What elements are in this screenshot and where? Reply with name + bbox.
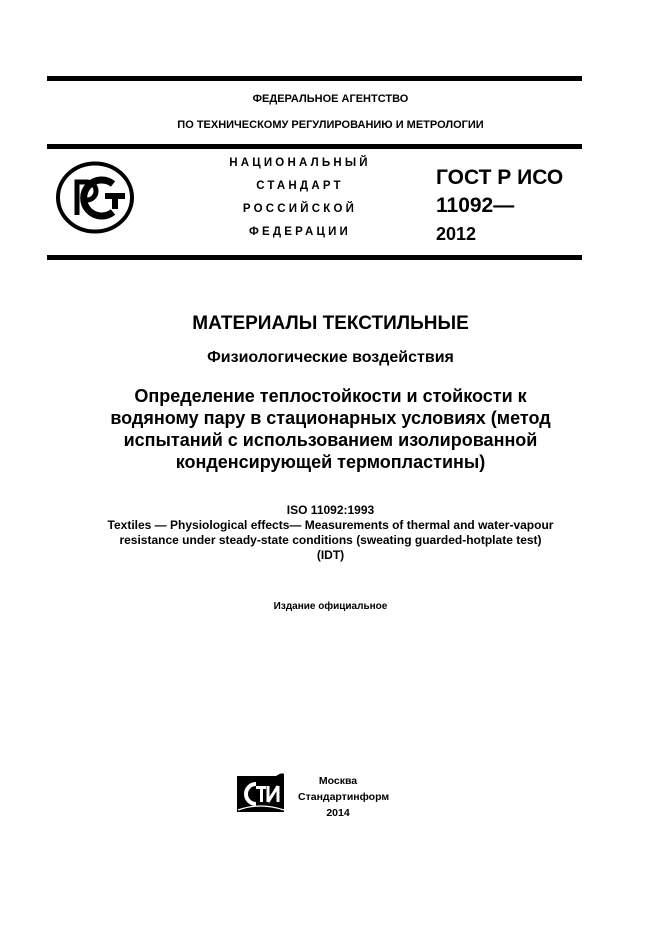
document-description-line-2: водяному пару в стационарных условиях (метод xyxy=(110,408,551,428)
iso-code: ISO 11092:1993 xyxy=(286,503,375,517)
document-subtitle: Физиологические воздействия xyxy=(207,349,454,366)
document-description-line-4: конденсирующей термопластины) xyxy=(175,452,486,472)
gost-designation xyxy=(436,164,563,248)
agency-line-2: ПО ТЕХНИЧЕСКОМУ РЕГУЛИРОВАНИЮ И МЕТРОЛОГИИ xyxy=(177,119,484,131)
publisher-block xyxy=(298,773,390,821)
national-standard-line-4: ФЕДЕРАЦИИ xyxy=(248,226,352,238)
national-standard-line-3: РОССИЙСКОЙ xyxy=(242,203,358,215)
edition-label: Издание официальное xyxy=(273,601,388,612)
document-title: МАТЕРИАЛЫ ТЕКСТИЛЬНЫЕ xyxy=(192,313,469,334)
document-description-line-3: испытаний с использованием изолированной xyxy=(123,430,538,450)
agency-line-1: ФЕДЕРАЛЬНОЕ АГЕНТСТВО xyxy=(252,93,409,105)
gost-line-2: 11092— xyxy=(436,194,515,217)
iso-equivalence: (IDT) xyxy=(316,548,345,562)
rst-logo-icon xyxy=(55,160,135,235)
national-standard-line-2: СТАНДАРТ xyxy=(256,180,344,192)
publisher-city: Москва xyxy=(318,775,358,787)
gost-line-1: ГОСТ Р ИСО xyxy=(436,166,564,189)
standartinform-logo-icon xyxy=(234,772,286,816)
document-description-line-1: Определение теплостойкости и стойкости к xyxy=(134,386,527,406)
top-rule xyxy=(47,76,582,81)
agency-bottom-rule xyxy=(47,144,582,149)
standard-bottom-rule xyxy=(47,255,582,260)
publication-year: 2014 xyxy=(326,807,350,819)
iso-title-line-1: Textiles — Physiological effects— Measurements of thermal and water-vapour xyxy=(107,518,554,532)
iso-title-line-2: resistance under steady-state conditions (sweating guarded-hotplate test) xyxy=(119,533,542,547)
publisher-name: Стандартинформ xyxy=(298,791,390,803)
gost-line-3: 2012 xyxy=(436,224,477,244)
national-standard-line-1: НАЦИОНАЛЬНЫЙ xyxy=(229,157,371,169)
